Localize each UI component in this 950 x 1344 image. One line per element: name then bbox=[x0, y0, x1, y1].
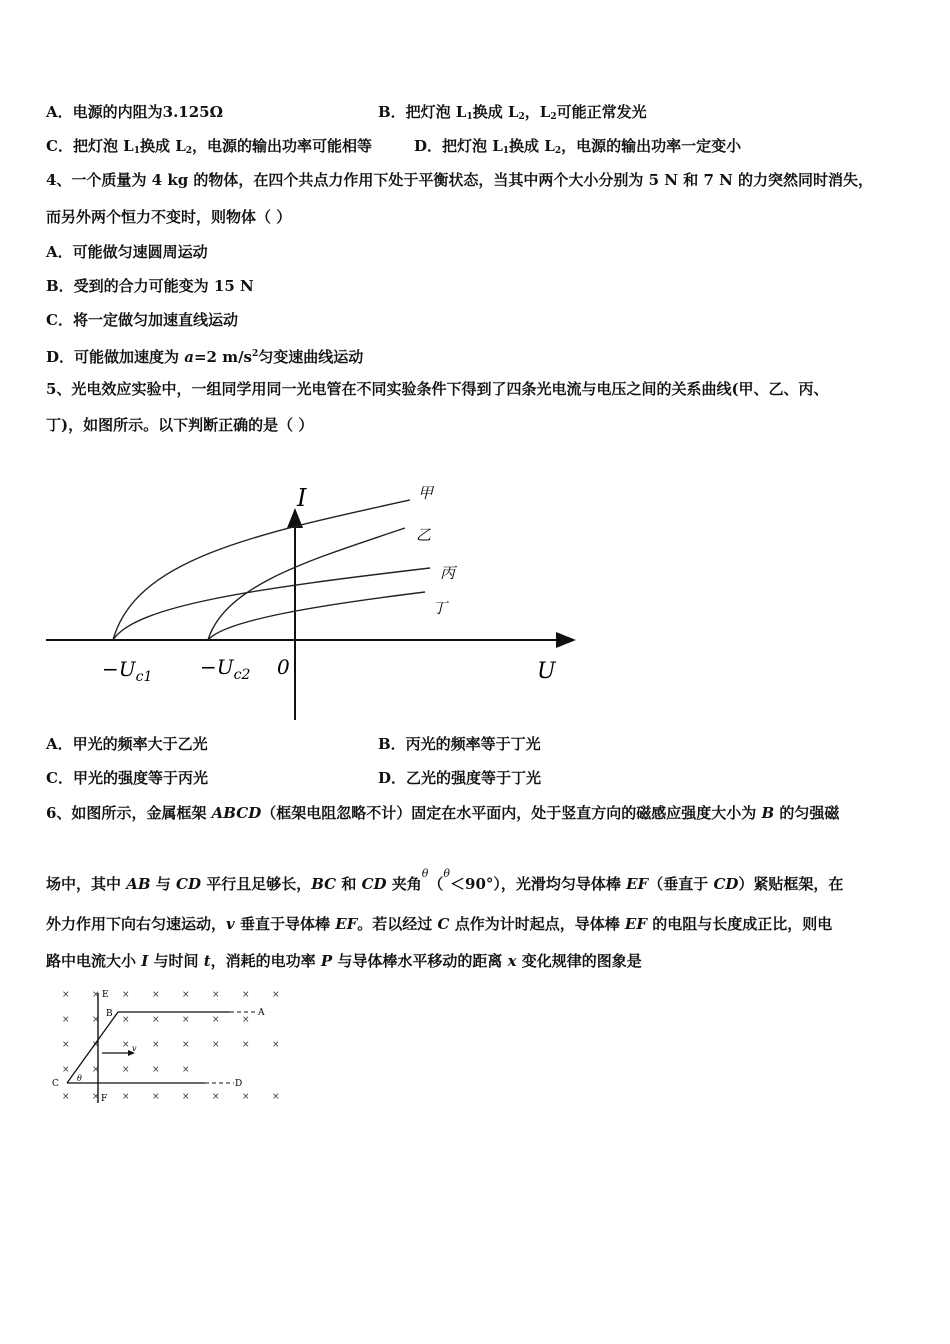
label-v: v bbox=[132, 1044, 137, 1053]
field-cross: × bbox=[212, 1040, 220, 1050]
magnetic-field-crosses bbox=[62, 990, 280, 1102]
field-cross: × bbox=[92, 1092, 100, 1102]
q3-option-a: A．电源的内阻为3.125Ω bbox=[46, 103, 223, 121]
field-cross: × bbox=[122, 1015, 130, 1025]
field-cross: × bbox=[62, 1040, 70, 1050]
q6-stem-line1: 6、如图所示，金属框架 ABCD（框架电阻忽略不计）固定在水平面内，处于竖直方向的磁感应强度大小为 B 的匀强磁 bbox=[46, 804, 840, 822]
field-cross: × bbox=[92, 1015, 100, 1025]
field-cross: × bbox=[242, 1040, 250, 1050]
curve-ding bbox=[208, 592, 425, 640]
field-cross: × bbox=[182, 990, 190, 1000]
field-cross: × bbox=[122, 990, 130, 1000]
q5-stem-line2: 丁)，如图所示。以下判断正确的是（ ） bbox=[46, 416, 314, 434]
field-cross: × bbox=[62, 1015, 70, 1025]
curve-label-bing: 丙 bbox=[440, 564, 456, 582]
uc2-label: $-U_{c2}$ bbox=[200, 655, 251, 683]
label-b: B bbox=[106, 1009, 113, 1019]
field-cross: × bbox=[182, 1065, 190, 1075]
q3-option-d: D．把灯泡 $L_1$换成 $L_2$，电源的输出功率一定变小 bbox=[414, 137, 742, 156]
field-cross: × bbox=[182, 1092, 190, 1102]
q6-stem-line3: 外力作用下向右匀速运动，v 垂直于导体棒 EF。若以经过 C 点作为计时起点，导体棒 EF 的电阻与长度成正比，则电 bbox=[46, 915, 833, 933]
field-cross: × bbox=[152, 990, 160, 1000]
field-cross: × bbox=[122, 1065, 130, 1075]
q6-stem-line4: 路中电流大小 I 与时间 t，消耗的电功率 P 与导体棒水平移动的距离 x 变化规律的图象是 bbox=[46, 952, 642, 970]
field-cross: × bbox=[122, 1092, 130, 1102]
field-cross: × bbox=[62, 990, 70, 1000]
q6-stem-line2: 场中，其中 AB 与 CD 平行且足够长，BC 和 CD 夹角$^\theta$（$^\theta$＜90°），光滑均匀导体棒 EF（垂直于 CD）紧贴框架，在 bbox=[46, 867, 844, 893]
label-d: D bbox=[235, 1079, 243, 1089]
field-cross: × bbox=[212, 1015, 220, 1025]
q5-stem-line1: 5、光电效应实验中，一组同学用同一光电管在不同实验条件下得到了四条光电流与电压之间的关系曲线(甲、乙、丙、 bbox=[46, 380, 829, 398]
y-axis-label: I bbox=[297, 484, 307, 512]
label-f: F bbox=[101, 1094, 108, 1104]
origin-label: 0 bbox=[277, 655, 290, 679]
label-a: A bbox=[258, 1008, 265, 1018]
field-cross: × bbox=[92, 990, 100, 1000]
q3-option-b: B．把灯泡 $L_1$换成 $L_2$，$L_2$可能正常发光 bbox=[378, 103, 647, 122]
curve-label-jia: 甲 bbox=[418, 484, 434, 502]
uc1-label: $-U_{c1}$ bbox=[102, 657, 153, 685]
field-cross: × bbox=[152, 1015, 160, 1025]
field-cross: × bbox=[212, 990, 220, 1000]
q3-option-c: C．把灯泡 $L_1$换成 $L_2$，电源的输出功率可能相等 bbox=[46, 137, 373, 156]
field-cross: × bbox=[272, 990, 280, 1000]
q5-option-a: A．甲光的频率大于乙光 bbox=[46, 735, 208, 753]
field-cross: × bbox=[62, 1092, 70, 1102]
q6-frame-figure bbox=[40, 985, 300, 1110]
label-c: C bbox=[52, 1079, 59, 1089]
field-cross: × bbox=[62, 1065, 70, 1075]
field-cross: × bbox=[272, 1040, 280, 1050]
q4-option-a: A．可能做匀速圆周运动 bbox=[46, 243, 208, 261]
field-cross: × bbox=[182, 1015, 190, 1025]
q4-stem-line2: 而另外两个恒力不变时，则物体（ ） bbox=[46, 208, 292, 226]
q4-option-d: D．可能做加速度为 a=2 $m/s^2$匀变速曲线运动 bbox=[46, 348, 364, 366]
field-cross: × bbox=[272, 1092, 280, 1102]
curve-jia bbox=[113, 500, 410, 640]
field-cross: × bbox=[212, 1092, 220, 1102]
q4-stem-line1: 4、一个质量为 4 kg 的物体，在四个共点力作用下处于平衡状态，当其中两个大小分别为 5 N 和 7 N 的力突然同时消失， bbox=[46, 171, 874, 189]
q4-option-c: C．将一定做匀加速直线运动 bbox=[46, 311, 238, 329]
q5-option-d: D．乙光的强度等于丁光 bbox=[378, 769, 542, 787]
field-cross: × bbox=[242, 1092, 250, 1102]
field-cross: × bbox=[242, 990, 250, 1000]
q5-photoelectric-graph bbox=[0, 470, 600, 725]
field-cross: × bbox=[122, 1040, 130, 1050]
field-cross: × bbox=[152, 1092, 160, 1102]
field-cross: × bbox=[152, 1065, 160, 1075]
x-axis-label: U bbox=[537, 659, 556, 684]
q4-option-b: B．受到的合力可能变为 15 N bbox=[46, 277, 254, 295]
field-cross: × bbox=[152, 1040, 160, 1050]
label-e: E bbox=[102, 990, 109, 1000]
field-cross: × bbox=[92, 1040, 100, 1050]
field-cross: × bbox=[242, 1015, 250, 1025]
curve-label-yi: 乙 bbox=[416, 526, 432, 544]
label-theta: θ bbox=[77, 1074, 82, 1083]
field-cross: × bbox=[92, 1065, 100, 1075]
field-cross: × bbox=[182, 1040, 190, 1050]
q5-option-c: C．甲光的强度等于丙光 bbox=[46, 769, 208, 787]
curve-label-ding: 丁 bbox=[432, 599, 448, 617]
q5-option-b: B．丙光的频率等于丁光 bbox=[378, 735, 541, 753]
